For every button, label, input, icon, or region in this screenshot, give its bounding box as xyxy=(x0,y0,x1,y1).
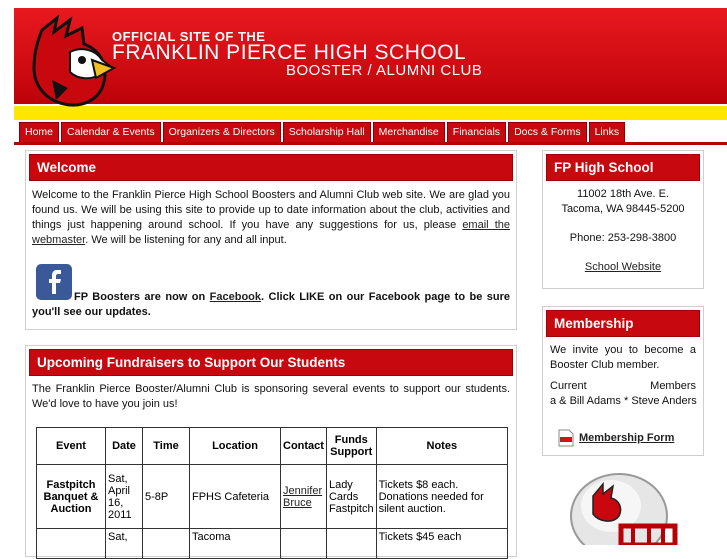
fundraisers-intro: The Franklin Pierce Booster/Alumni Club is sponsoring several events to support our students. We'd love to have you join us! xyxy=(32,383,510,410)
facebook-note xyxy=(26,284,516,326)
cell-notes: Tickets $8 each. Donations needed for silent auction. xyxy=(376,465,507,529)
header-line1: OFFICIAL SITE OF THE xyxy=(112,29,266,44)
cell-contact xyxy=(281,529,327,559)
fb-text-b: . Click LIKE on our Facebook page to be sure you'll see our updates. xyxy=(32,291,510,318)
welcome-text-a: Welcome to the Franklin Pierce High School Boosters and Alumni Club web site. We are glad you found us. We will be using this site to provide up to date information about the club, activities and things just happening around school. If you have any suggestions for us, please xyxy=(32,189,510,231)
membership-form-row xyxy=(558,429,674,447)
facebook-link[interactable]: Facebook xyxy=(209,291,262,303)
membership-text: We invite you to become a Booster Club member. xyxy=(550,344,696,371)
tab-financials[interactable]: Financials xyxy=(447,122,506,143)
cell-event: Fastpitch Banquet & Auction xyxy=(37,465,106,529)
school-phone: Phone: 253-298-3800 xyxy=(569,232,677,244)
fundraisers-title: Upcoming Fundraisers to Support Our Students xyxy=(29,349,513,376)
col-header: Contact xyxy=(281,428,327,465)
cell-location: FPHS Cafeteria xyxy=(190,465,281,529)
table-row xyxy=(37,465,508,529)
main-nav xyxy=(19,122,627,142)
col-header: Location xyxy=(190,428,281,465)
welcome-text xyxy=(26,184,516,254)
school-panel xyxy=(542,150,704,289)
email-webmaster-link[interactable]: email the webmaster xyxy=(32,219,510,246)
col-header: Notes xyxy=(376,428,507,465)
tab-home[interactable]: Home xyxy=(19,122,59,143)
cell-time xyxy=(143,529,190,559)
members-label: Members xyxy=(650,380,696,392)
cell-funds xyxy=(326,529,376,559)
col-header: Time xyxy=(143,428,190,465)
welcome-title: Welcome xyxy=(29,154,513,181)
fb-text-a: FP Boosters are now on xyxy=(74,291,210,303)
cell-funds: Lady Cards Fastpitch xyxy=(326,465,376,529)
tab-links[interactable]: Links xyxy=(589,122,626,143)
school-title: FP High School xyxy=(546,154,700,181)
tab-calendar-events[interactable]: Calendar & Events xyxy=(61,122,161,143)
cell-time: 5-8P xyxy=(143,465,190,529)
school-address-1: 11002 18th Ave. E. xyxy=(577,188,669,200)
table-row xyxy=(37,529,508,559)
pdf-icon xyxy=(558,429,574,447)
nav-underline xyxy=(14,142,727,145)
tab-organizers-directors[interactable]: Organizers & Directors xyxy=(163,122,281,143)
tab-merchandise[interactable]: Merchandise xyxy=(373,122,445,143)
cardinal-logo-icon[interactable] xyxy=(22,10,122,110)
tab-scholarship-hall[interactable]: Scholarship Hall xyxy=(283,122,371,143)
header-line3: BOOSTER / ALUMNI CLUB xyxy=(286,62,483,79)
current-label: Current xyxy=(550,380,587,392)
cell-location: Tacoma xyxy=(190,529,281,559)
cell-notes: Tickets $45 each xyxy=(376,529,507,559)
cell-date: Sat, April 16, 2011 xyxy=(106,465,143,529)
col-header: Date xyxy=(106,428,143,465)
school-info xyxy=(543,184,703,281)
contact-link[interactable]: Jennifer Bruce xyxy=(283,484,323,509)
cell-contact xyxy=(281,465,327,529)
welcome-panel xyxy=(25,150,517,330)
school-address-2: Tacoma, WA 98445-5200 xyxy=(561,203,685,215)
fundraisers-table xyxy=(36,427,508,559)
current-members-row xyxy=(543,379,703,394)
col-header: Funds Support xyxy=(326,428,376,465)
cell-event xyxy=(37,529,106,559)
school-website-link[interactable]: School Website xyxy=(584,261,662,273)
membership-panel xyxy=(542,306,704,456)
helmet-image xyxy=(563,466,683,545)
membership-title: Membership xyxy=(546,310,700,337)
col-header: Event xyxy=(37,428,106,465)
welcome-text-b: . We will be listening for any and all input. xyxy=(85,234,287,246)
tab-docs-forms[interactable]: Docs & Forms xyxy=(508,122,587,143)
members-ticker: a & Bill Adams * Steve Anders xyxy=(550,395,697,407)
membership-form-link[interactable]: Membership Form xyxy=(579,432,675,444)
cell-date: Sat, xyxy=(106,529,143,559)
header-line2: FRANKLIN PIERCE HIGH SCHOOL xyxy=(112,41,467,64)
fundraisers-panel xyxy=(25,345,517,557)
